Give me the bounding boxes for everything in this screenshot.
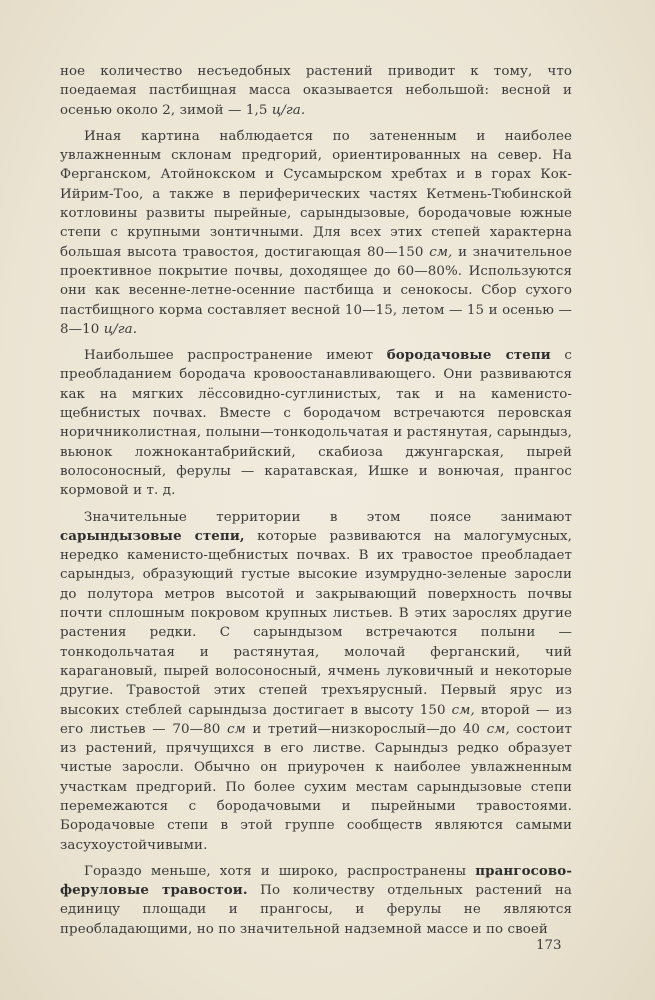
page-text	[60, 62, 572, 946]
text-run: ное количество несъедобных растений приводит к тому, что поедаемая пастбищная масса оказывается небольшой: весной и осенью около 2, зимой — 1,5	[60, 64, 572, 118]
bold-term: прангосово-феруловые травостои.	[60, 862, 572, 899]
text-run: с преобладанием бородача кровоостанавливающего. Они развиваются как на мягких лёссовидно-суглинистых, так и на каменисто-щебнистых почвах. Вместе с бородачом встречаются перовская норичниколистная, полыни—тонкодольчатая и растянутая, сарындыз, вьюнок ложнокантабрийский, скабиоза джунгарская, пырей волосоносный, ферулы — каратавская, Ишке и вонючая, прангос кормовой и т. д.	[60, 348, 572, 499]
text-run: состоит из растений, прячущихся в его листве. Сарындыз редко образует чистые заросли. Обычно он приурочен к наиболее увлажненным участкам предгорий. По более сухим местам сарындызовые степи перемежаются с бородачовыми и пырейными травостоями. Бородачовые степи в этой группе сообществ являются самыми засухоустойчивыми.	[60, 721, 572, 853]
paragraph-2	[60, 127, 572, 339]
text-run: второй — из его листьев — 70—80	[60, 702, 573, 737]
paragraph-1	[60, 62, 572, 120]
text-run: и третий—низкорослый—до 40	[245, 721, 487, 737]
text-run: Наибольшее распространение имеют	[84, 348, 387, 364]
paragraph-3	[60, 346, 572, 500]
paragraph-5	[60, 862, 572, 939]
unit-text: см,	[429, 244, 453, 260]
unit-text: см	[226, 721, 246, 737]
text-run: Иная картина наблюдается по затененным и наиболее увлажненным склонам предгорий, ориентированных на север. На Ферганском, Атойнокском и Сусамырском хребтах и в горах Кок-Ийрим-Тоо, а также в периферических частях Кетмень-Тюбинской котловины развиты пырейные, сарындызовые, бородачовые южные степи с крупными зонтичными. Для всех этих степей характерна большая высота травостоя, достигающая 80—150	[60, 128, 572, 260]
unit-text: см,	[451, 702, 475, 718]
text-run: По количеству отдельных растений на единицу площади и прангосы, и ферулы не являются преобладающими, но по значительной надземной массе и по своей	[60, 883, 572, 937]
text-run: и значительное проективное покрытие почвы, доходящее до 60—80%. Используются они как весенне-летне-осенние пастбища и сенокосы. Сбор сухого пастбищного корма составляет весной 10—15, летом — 15 и осенью — 8—10	[60, 244, 572, 337]
text-run: которые развиваются на малогумусных, нередко каменисто-щебнистых почвах. В их травостое преобладает сарындыз, образующий густые высокие изумрудно-зеленые заросли до полутора метров высотой и закрывающий поверхность почвы почти сплошным покровом крупных листьев. В этих зарослях другие растения редки. С сарындызом встречаются полыни — тонкодольчатая и растянутая, молочай ферганский, чий карагановый, пырей волосоносный, ячмень луковичный и некоторые другие. Травостой этих степей трехъярусный. Первый ярус из высоких стеблей сарындыза достигает в высоту 150	[60, 528, 573, 718]
text-run: Гораздо меньше, хотя и широко, распространены	[84, 863, 476, 879]
bold-term: сарындызовые степи,	[60, 527, 245, 544]
bold-term: бородачовые степи	[386, 347, 551, 364]
text-run: Значительные территории в этом поясе занимают	[84, 509, 572, 525]
unit-text: ц/га.	[103, 321, 138, 337]
page-number: 173	[536, 938, 562, 953]
paragraph-4	[60, 508, 572, 855]
unit-text: см,	[486, 721, 510, 737]
unit-text: ц/га.	[271, 102, 306, 118]
